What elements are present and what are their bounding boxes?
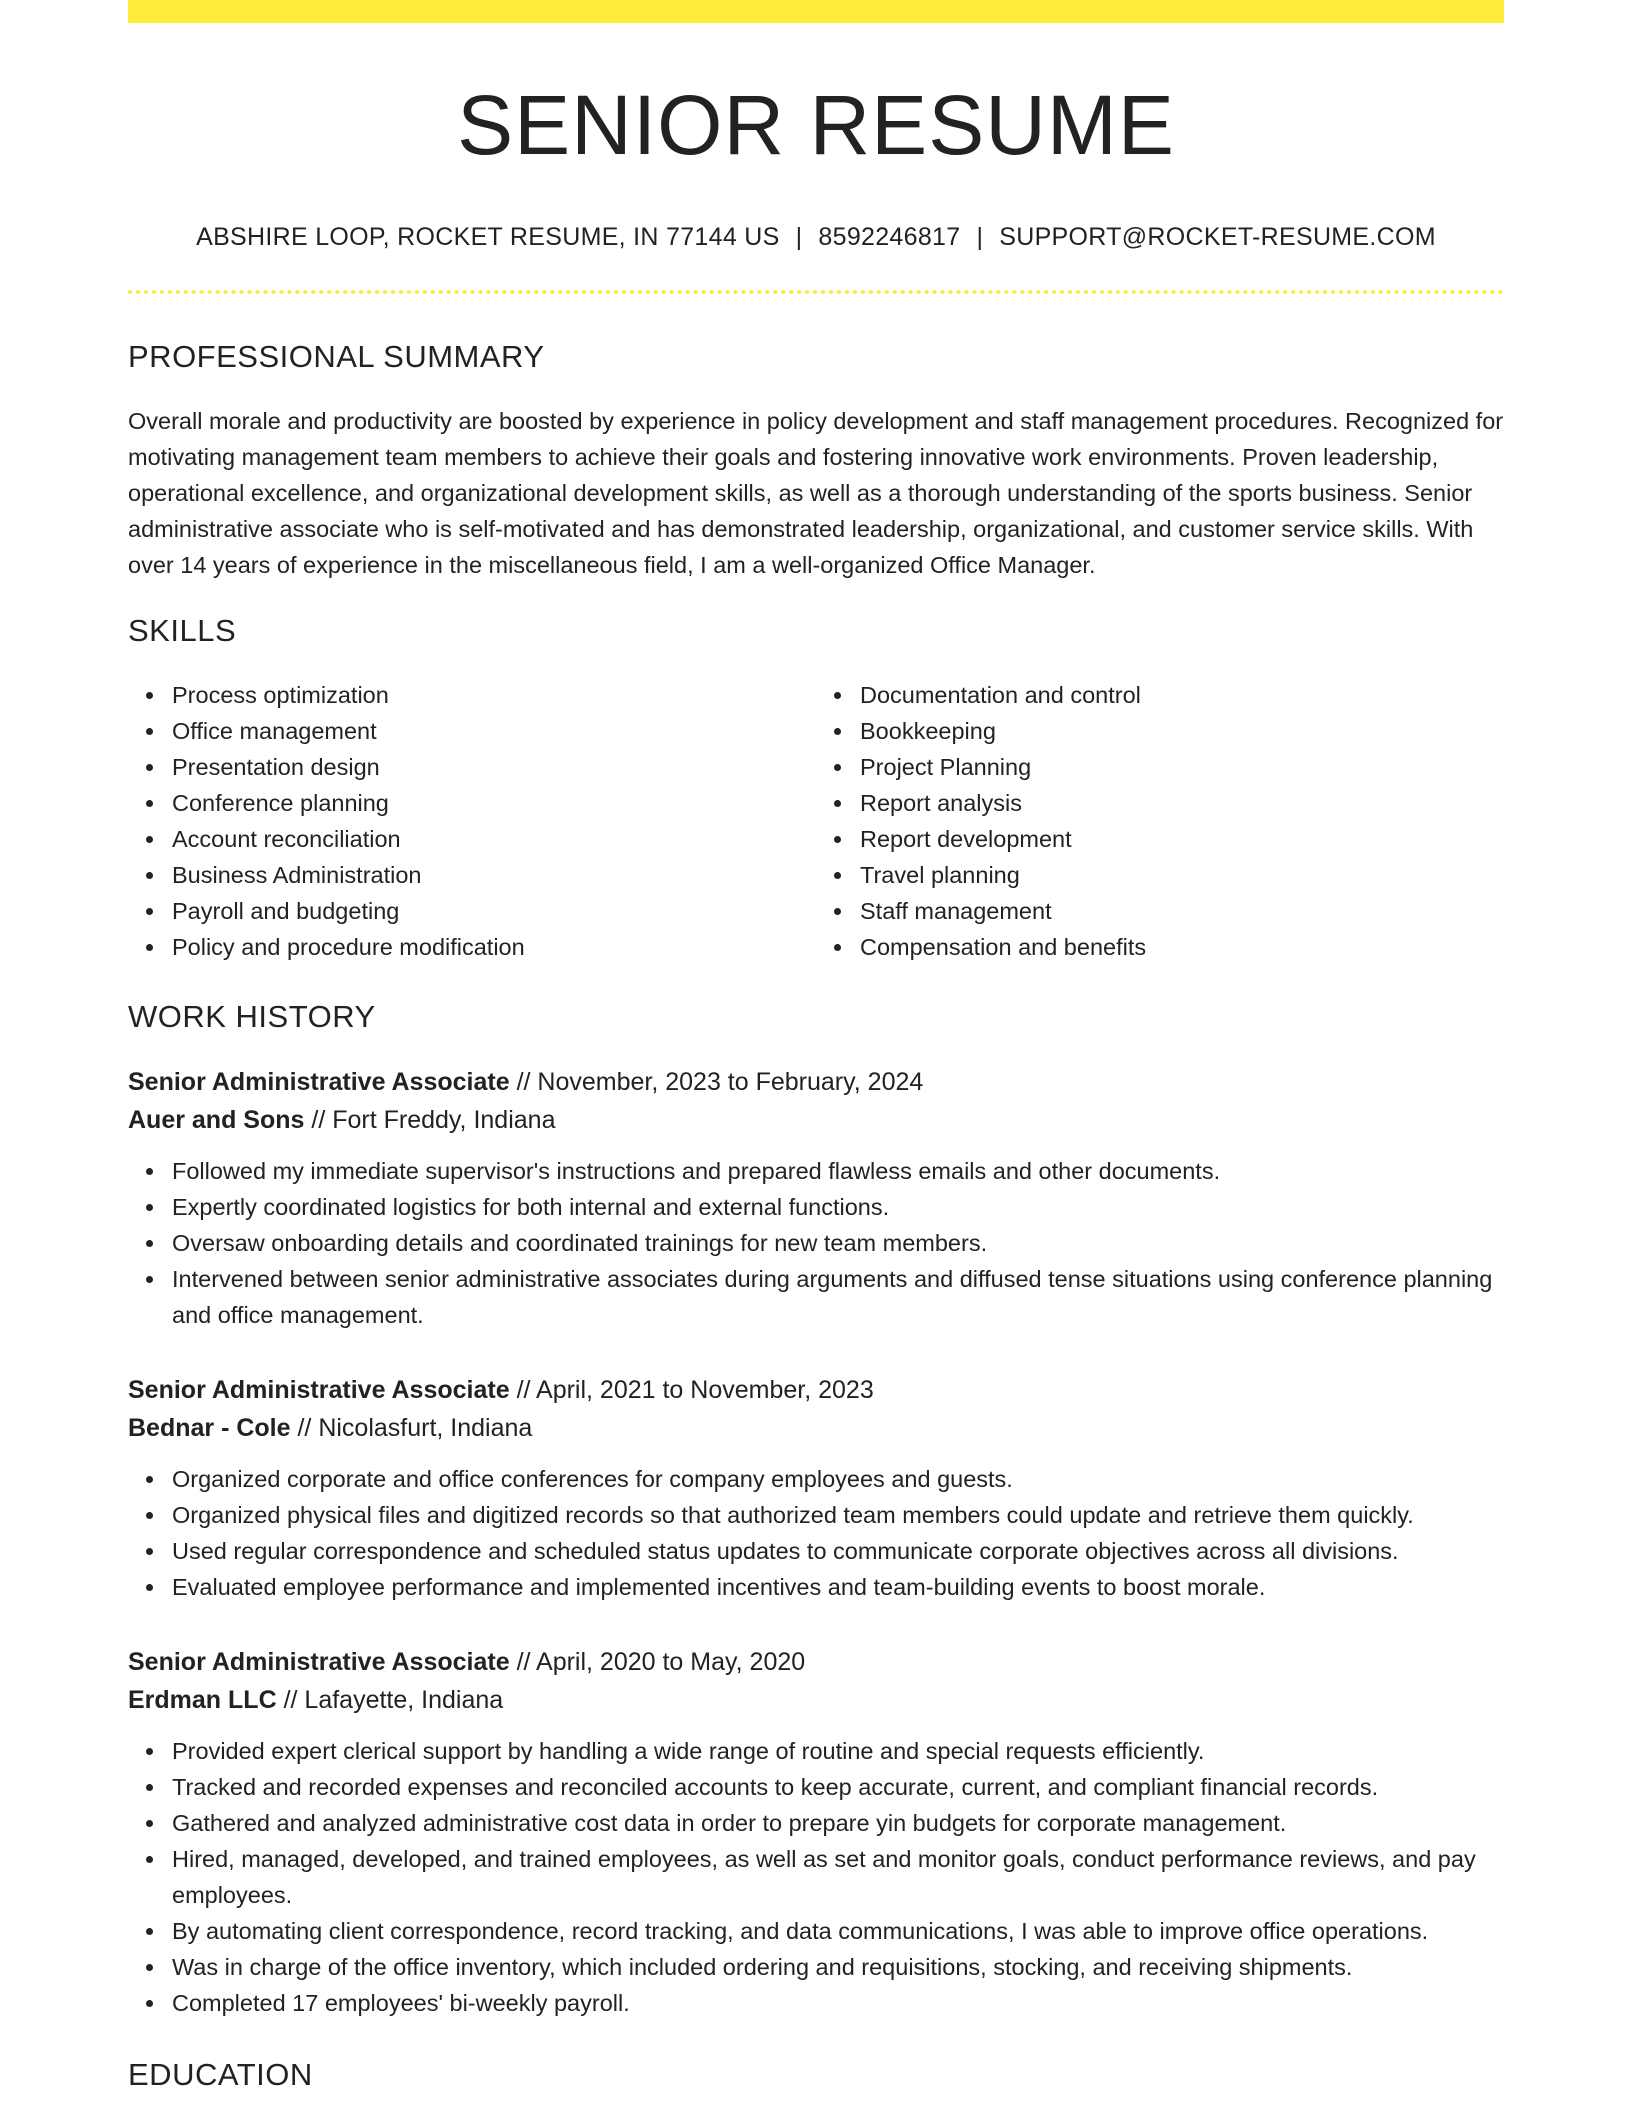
dotted-divider xyxy=(128,290,1504,294)
job-bullet: Provided expert clerical support by handling a wide range of routine and special requests efficiently. xyxy=(172,1733,1504,1769)
accent-top-bar xyxy=(128,0,1504,23)
email-text: SUPPORT@ROCKET-RESUME.COM xyxy=(999,223,1436,252)
job-company: Erdman LLC xyxy=(128,1686,277,1715)
job-entry xyxy=(128,1371,1504,1605)
skills-list-right xyxy=(816,677,1504,965)
job-dates: // April, 2020 to May, 2020 xyxy=(516,1648,806,1677)
job-entry xyxy=(128,1063,1504,1333)
job-bullet: Expertly coordinated logistics for both internal and external functions. xyxy=(172,1189,1504,1225)
skill-item: Business Administration xyxy=(172,857,816,893)
job-bullet: Evaluated employee performance and implemented incentives and team-building events to boost morale. xyxy=(172,1569,1504,1605)
job-company-line xyxy=(128,1101,1504,1139)
job-dates: // April, 2021 to November, 2023 xyxy=(516,1376,874,1405)
summary-section xyxy=(128,339,1504,583)
job-role: Senior Administrative Associate xyxy=(128,1376,510,1405)
skill-item: Office management xyxy=(172,713,816,749)
job-entry xyxy=(128,1643,1504,2021)
skills-section xyxy=(128,613,1504,965)
section-title-summary: PROFESSIONAL SUMMARY xyxy=(128,339,545,375)
skill-item: Staff management xyxy=(860,893,1504,929)
resume-page xyxy=(128,0,1504,2093)
job-bullet: Followed my immediate supervisor's instructions and prepared flawless emails and other documents. xyxy=(172,1153,1504,1189)
contact-separator: | xyxy=(976,223,984,252)
job-role-line xyxy=(128,1643,1504,1681)
skill-item: Documentation and control xyxy=(860,677,1504,713)
skill-item: Policy and procedure modification xyxy=(172,929,816,965)
education-section xyxy=(128,2057,1504,2093)
skill-item: Project Planning xyxy=(860,749,1504,785)
job-bullet: Tracked and recorded expenses and reconciled accounts to keep accurate, current, and compliant financial records. xyxy=(172,1769,1504,1805)
work-history-section xyxy=(128,999,1504,2021)
job-bullet: Organized physical files and digitized records so that authorized team members could update and retrieve them quickly. xyxy=(172,1497,1504,1533)
skills-list-left xyxy=(128,677,816,965)
job-bullet: Intervened between senior administrative associates during arguments and diffused tense situations using conference planning and office management. xyxy=(172,1261,1504,1333)
skill-item: Process optimization xyxy=(172,677,816,713)
job-bullets xyxy=(128,1153,1504,1333)
job-bullet: Gathered and analyzed administrative cost data in order to prepare yin budgets for corporate management. xyxy=(172,1805,1504,1841)
job-bullet: Organized corporate and office conferences for company employees and guests. xyxy=(172,1461,1504,1497)
skill-item: Presentation design xyxy=(172,749,816,785)
resume-title: SENIOR RESUME xyxy=(457,78,1175,172)
section-title-education: EDUCATION xyxy=(128,2057,313,2093)
job-bullet: Hired, managed, developed, and trained employees, as well as set and monitor goals, conduct performance reviews, and pay employees. xyxy=(172,1841,1504,1913)
job-bullet: Was in charge of the office inventory, which included ordering and requisitions, stocking, and receiving shipments. xyxy=(172,1949,1504,1985)
skill-item: Account reconciliation xyxy=(172,821,816,857)
contact-line xyxy=(128,223,1504,252)
job-company: Bednar - Cole xyxy=(128,1414,291,1443)
summary-text: Overall morale and productivity are boosted by experience in policy development and staff management procedures. Recognized for motivating management team members to achieve their goals and fostering innovative work environments. Proven leadership, operational excellence, and organizational development skills, as well as a thorough understanding of the sports business. Senior administrative associate who is self-motivated and has demonstrated leadership, organizational, and customer service skills. With over 14 years of experience in the miscellaneous field, I am a well-organized Office Manager. xyxy=(128,408,1504,579)
skill-item: Report development xyxy=(860,821,1504,857)
job-dates: // November, 2023 to February, 2024 xyxy=(516,1068,924,1097)
skill-item: Bookkeeping xyxy=(860,713,1504,749)
job-bullets xyxy=(128,1733,1504,2021)
skill-item: Report analysis xyxy=(860,785,1504,821)
job-role: Senior Administrative Associate xyxy=(128,1068,510,1097)
address-text: ABSHIRE LOOP, ROCKET RESUME, IN 77144 US xyxy=(196,223,780,252)
job-company: Auer and Sons xyxy=(128,1106,305,1135)
skill-item: Conference planning xyxy=(172,785,816,821)
skill-item: Payroll and budgeting xyxy=(172,893,816,929)
job-location: // Fort Freddy, Indiana xyxy=(311,1106,556,1135)
job-location: // Nicolasfurt, Indiana xyxy=(297,1414,533,1443)
job-bullet: Completed 17 employees' bi-weekly payroll. xyxy=(172,1985,1504,2021)
job-bullet: Used regular correspondence and scheduled status updates to communicate corporate objectives across all divisions. xyxy=(172,1533,1504,1569)
job-bullets xyxy=(128,1461,1504,1605)
job-company-line xyxy=(128,1409,1504,1447)
job-role: Senior Administrative Associate xyxy=(128,1648,510,1677)
section-title-work: WORK HISTORY xyxy=(128,999,376,1035)
job-bullet: Oversaw onboarding details and coordinated trainings for new team members. xyxy=(172,1225,1504,1261)
job-role-line xyxy=(128,1371,1504,1409)
skill-item: Travel planning xyxy=(860,857,1504,893)
phone-text: 8592246817 xyxy=(818,223,961,252)
section-title-skills: SKILLS xyxy=(128,613,237,649)
job-location: // Lafayette, Indiana xyxy=(283,1686,504,1715)
skill-item: Compensation and benefits xyxy=(860,929,1504,965)
contact-separator: | xyxy=(795,223,803,252)
job-role-line xyxy=(128,1063,1504,1101)
job-bullet: By automating client correspondence, record tracking, and data communications, I was able to improve office operations. xyxy=(172,1913,1504,1949)
job-company-line xyxy=(128,1681,1504,1719)
skills-columns xyxy=(128,677,1504,965)
